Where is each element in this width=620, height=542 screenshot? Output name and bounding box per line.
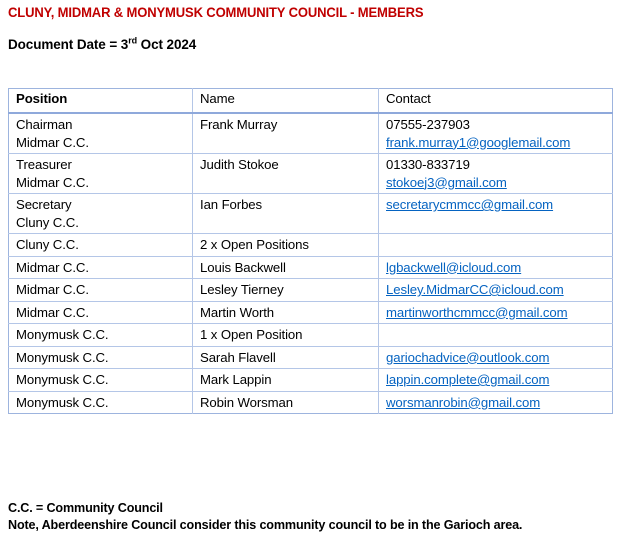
contact-email-link[interactable]: frank.murray1@googlemail.com xyxy=(386,134,571,150)
cell-position: Monymusk C.C. xyxy=(9,346,193,369)
contact-email-link[interactable]: worsmanrobin@gmail.com xyxy=(386,394,541,410)
cell-position: Midmar C.C. xyxy=(9,279,193,302)
cell-position: Monymusk C.C. xyxy=(9,369,193,392)
cell-contact xyxy=(379,279,613,302)
cell-name: Robin Worsman xyxy=(193,391,379,414)
position-line-2: Midmar C.C. xyxy=(16,174,89,190)
contact-email-link[interactable]: martinworthcmmcc@gmail.com xyxy=(386,304,568,320)
contact-email-link[interactable]: lappin.complete@gmail.com xyxy=(386,372,550,387)
position-line-2: Midmar C.C. xyxy=(16,134,89,150)
cell-name: Mark Lappin xyxy=(193,369,379,392)
footer-note-garioch: Note, Aberdeenshire Council consider this community council to be in the Garioch area. xyxy=(8,518,523,532)
cell-position: Monymusk C.C. xyxy=(9,324,193,347)
cell-contact xyxy=(379,301,613,324)
cell-position xyxy=(9,113,193,154)
position-line-1: Secretary xyxy=(16,197,72,212)
contact-email-link[interactable]: secretarycmmcc@gmail.com xyxy=(386,197,554,212)
table-row xyxy=(9,279,613,302)
table-row xyxy=(9,154,613,194)
table-row xyxy=(9,301,613,324)
document-date-rest: Oct 2024 xyxy=(137,37,197,52)
cell-contact xyxy=(379,154,613,194)
column-header-position[interactable]: Position xyxy=(9,89,193,114)
contact-email-link[interactable]: lgbackwell@icloud.com xyxy=(386,259,522,275)
cell-position xyxy=(9,154,193,194)
cell-contact xyxy=(379,234,613,257)
table-row xyxy=(9,391,613,414)
contact-email-link[interactable]: stokoej3@gmail.com xyxy=(386,174,507,190)
position-line-1: Treasurer xyxy=(16,157,72,172)
table-row xyxy=(9,369,613,392)
cell-position xyxy=(9,194,193,234)
cell-name: Judith Stokoe xyxy=(193,154,379,194)
cell-contact xyxy=(379,113,613,154)
cell-contact xyxy=(379,256,613,279)
table-row xyxy=(9,194,613,234)
cell-name: Frank Murray xyxy=(193,113,379,154)
contact-phone: 01330-833719 xyxy=(386,157,470,172)
cell-name: Ian Forbes xyxy=(193,194,379,234)
document-date xyxy=(8,36,196,54)
page-title: CLUNY, MIDMAR & MONYMUSK COMMUNITY COUNCIL - MEMBERS xyxy=(8,5,424,20)
cell-contact xyxy=(379,369,613,392)
footer-note-abbreviation: C.C. = Community Council xyxy=(8,501,163,515)
column-header-name[interactable]: Name xyxy=(193,89,379,114)
table-row xyxy=(9,113,613,154)
position-line-2: Cluny C.C. xyxy=(16,214,79,230)
cell-position: Cluny C.C. xyxy=(9,234,193,257)
position-line-1: Chairman xyxy=(16,117,73,132)
document-date-ordinal-suffix: rd xyxy=(128,35,138,46)
footer-notes xyxy=(8,500,522,534)
cell-contact xyxy=(379,194,613,234)
cell-position: Midmar C.C. xyxy=(9,301,193,324)
cell-position: Midmar C.C. xyxy=(9,256,193,279)
cell-name: Martin Worth xyxy=(193,301,379,324)
contact-phone: 07555-237903 xyxy=(386,117,470,132)
contact-email-link[interactable]: gariochadvice@outlook.com xyxy=(386,349,550,365)
table-row xyxy=(9,346,613,369)
document-date-label: Document Date = 3 xyxy=(8,37,129,52)
table-row xyxy=(9,234,613,257)
cell-name: Sarah Flavell xyxy=(193,346,379,369)
cell-name: 2 x Open Positions xyxy=(193,234,379,257)
cell-contact xyxy=(379,324,613,347)
contact-email-link[interactable]: Lesley.MidmarCC@icloud.com xyxy=(386,282,564,297)
cell-position: Monymusk C.C. xyxy=(9,391,193,414)
column-header-contact[interactable]: Contact xyxy=(379,89,613,114)
table-header-row xyxy=(9,89,613,114)
table-row xyxy=(9,324,613,347)
table-row xyxy=(9,256,613,279)
cell-contact xyxy=(379,346,613,369)
cell-name: Louis Backwell xyxy=(193,256,379,279)
cell-contact xyxy=(379,391,613,414)
cell-name: Lesley Tierney xyxy=(193,279,379,302)
cell-name: 1 x Open Position xyxy=(193,324,379,347)
members-table xyxy=(8,88,613,414)
